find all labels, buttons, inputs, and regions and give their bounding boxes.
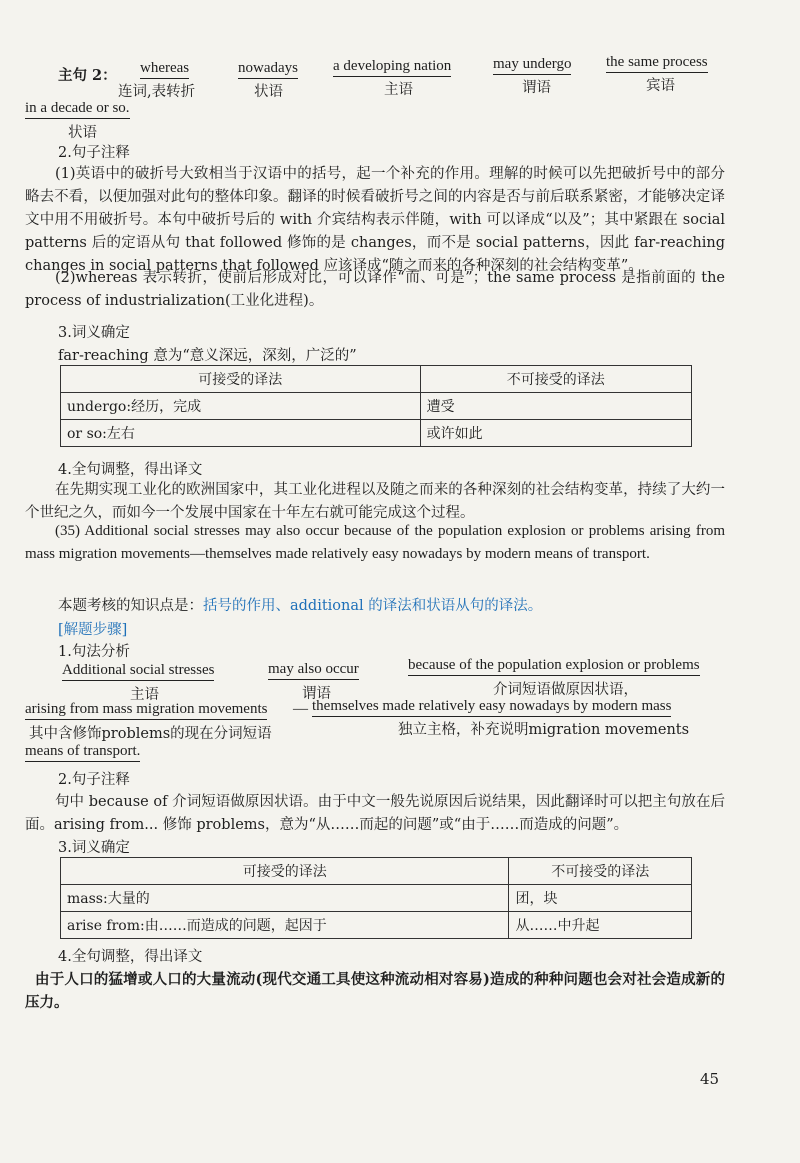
q35-dash: — — [293, 701, 308, 717]
term-nowadays-role: 状语 — [254, 84, 283, 100]
q35-predicate-role: 谓语 — [302, 686, 331, 702]
table-cell: 从……中升起 — [509, 912, 692, 939]
q35-participle-role: 其中含修饰problems的现在分词短语 — [29, 726, 272, 742]
translation-table-2 — [60, 857, 692, 939]
q35-cause: because of the population explosion or problems — [408, 657, 700, 676]
term-object-role: 宾语 — [646, 78, 675, 94]
annotation-paragraph-2: (2)whereas 表示转折，使前后形成对比，可以译作“而、可是”；the same process 是指前面的 the process of industrialization(工业化进程)。 — [25, 270, 725, 309]
annotation-2-text: 句中 because of 介词短语做原因状语。由于中文一般先说原因后说结果，因此翻译时可以把主句放在后面。arising from... 修饰 problems，意为“从……而起的问题”或“由于……而造成的问题”。 — [25, 794, 725, 833]
translation-text: 在先期实现工业化的欧洲国家中，其工业化进程以及随之而来的各种深刻的社会结构变革，持续了大约一个世纪之久，而如今一个发展中国家在十年左右就可能完成这个过程。 — [25, 482, 725, 521]
term-predicate: may undergo — [493, 56, 571, 75]
translation-2-text: 由于人口的猛增或人口的大量流动(现代交通工具使这种流动相对容易)造成的种种问题也会对社会造成新的压力。 — [25, 971, 725, 1011]
section-title-annotation-2: 2.句子注释 — [58, 772, 130, 788]
main-clause-label: 主句 2： — [58, 67, 117, 84]
term-adverbial-role: 状语 — [68, 125, 97, 141]
table-cell: 团，块 — [509, 885, 692, 912]
table-cell: mass:大量的 — [61, 885, 509, 912]
q35-transport: means of transport. — [25, 743, 140, 762]
section-title-word-meaning: 3.词义确定 — [58, 325, 130, 341]
q35-predicate: may also occur — [268, 661, 359, 680]
term-subject: a developing nation — [333, 58, 451, 77]
knowledge-point — [58, 594, 542, 615]
solution-steps-heading: [解题步骤] — [58, 622, 128, 638]
question-35-text: (35) Additional social stresses may also occur because of the population explosion or problems arising from mass migration movements—themselves made relatively easy nowadays by modern means of transport. — [25, 523, 725, 562]
table-header: 不可接受的译法 — [420, 366, 691, 393]
term-nowadays: nowadays — [238, 60, 298, 79]
section-title-syntax: 1.句法分析 — [58, 644, 130, 660]
knowledge-prefix: 本题考核的知识点是： — [58, 598, 203, 614]
page-number: 45 — [700, 1070, 720, 1088]
table-cell: arise from:由……而造成的问题，起因于 — [61, 912, 509, 939]
q35-absolute: themselves made relatively easy nowadays by modern mass — [312, 698, 671, 717]
term-object: the same process — [606, 54, 708, 73]
section-title-translation-2: 4.全句调整，得出译文 — [58, 949, 203, 965]
table-cell: or so:左右 — [61, 420, 421, 447]
table-header: 不可接受的译法 — [509, 858, 692, 885]
term-subject-role: 主语 — [384, 82, 413, 98]
term-adverbial: in a decade or so. — [25, 100, 130, 119]
table-header: 可接受的译法 — [61, 858, 509, 885]
table-header: 可接受的译法 — [61, 366, 421, 393]
q35-participle: arising from mass migration movements — [25, 701, 267, 720]
q35-subject: Additional social stresses — [62, 662, 214, 681]
table-cell: undergo:经历，完成 — [61, 393, 421, 420]
table-cell: 或许如此 — [420, 420, 691, 447]
word-note: far-reaching 意为“意义深远，深刻，广泛的” — [58, 348, 357, 364]
annotation-paragraph-1: (1)英语中的破折号大致相当于汉语中的括号，起一个补充的作用。理解的时候可以先把破折号中的部分略去不看，以便加强对此句的整体印象。翻译的时候看破折号之间的内容是否与前后联系紧密，才能够决定译文中用不用破折号。本句中破折号后的 with 介宾结构表示伴随，with 可以译成“以及”；其中紧跟在 social patterns 后的定语从句 that followed 修饰的是 changes，而不是 social patterns，因此 far-reaching changes in social patterns that followed 应该译成“随之而来的各种深刻的社会结构变革”。 — [25, 166, 725, 274]
q35-absolute-role: 独立主格，补充说明migration movements — [398, 722, 690, 738]
term-predicate-role: 谓语 — [522, 80, 551, 96]
section-title-translation: 4.全句调整，得出译文 — [58, 462, 203, 478]
knowledge-focus: 括号的作用、additional 的译法和状语从句的译法。 — [203, 598, 543, 614]
section-title-annotation: 2.句子注释 — [58, 145, 130, 161]
q35-cause-role: 介词短语做原因状语， — [493, 682, 638, 698]
section-title-word-meaning-2: 3.词义确定 — [58, 840, 130, 856]
q35-subject-role: 主语 — [130, 687, 159, 703]
term-whereas-role: 连词,表转折 — [118, 84, 196, 100]
table-cell: 遭受 — [420, 393, 691, 420]
term-whereas: whereas — [140, 60, 189, 79]
translation-table-1 — [60, 365, 692, 447]
